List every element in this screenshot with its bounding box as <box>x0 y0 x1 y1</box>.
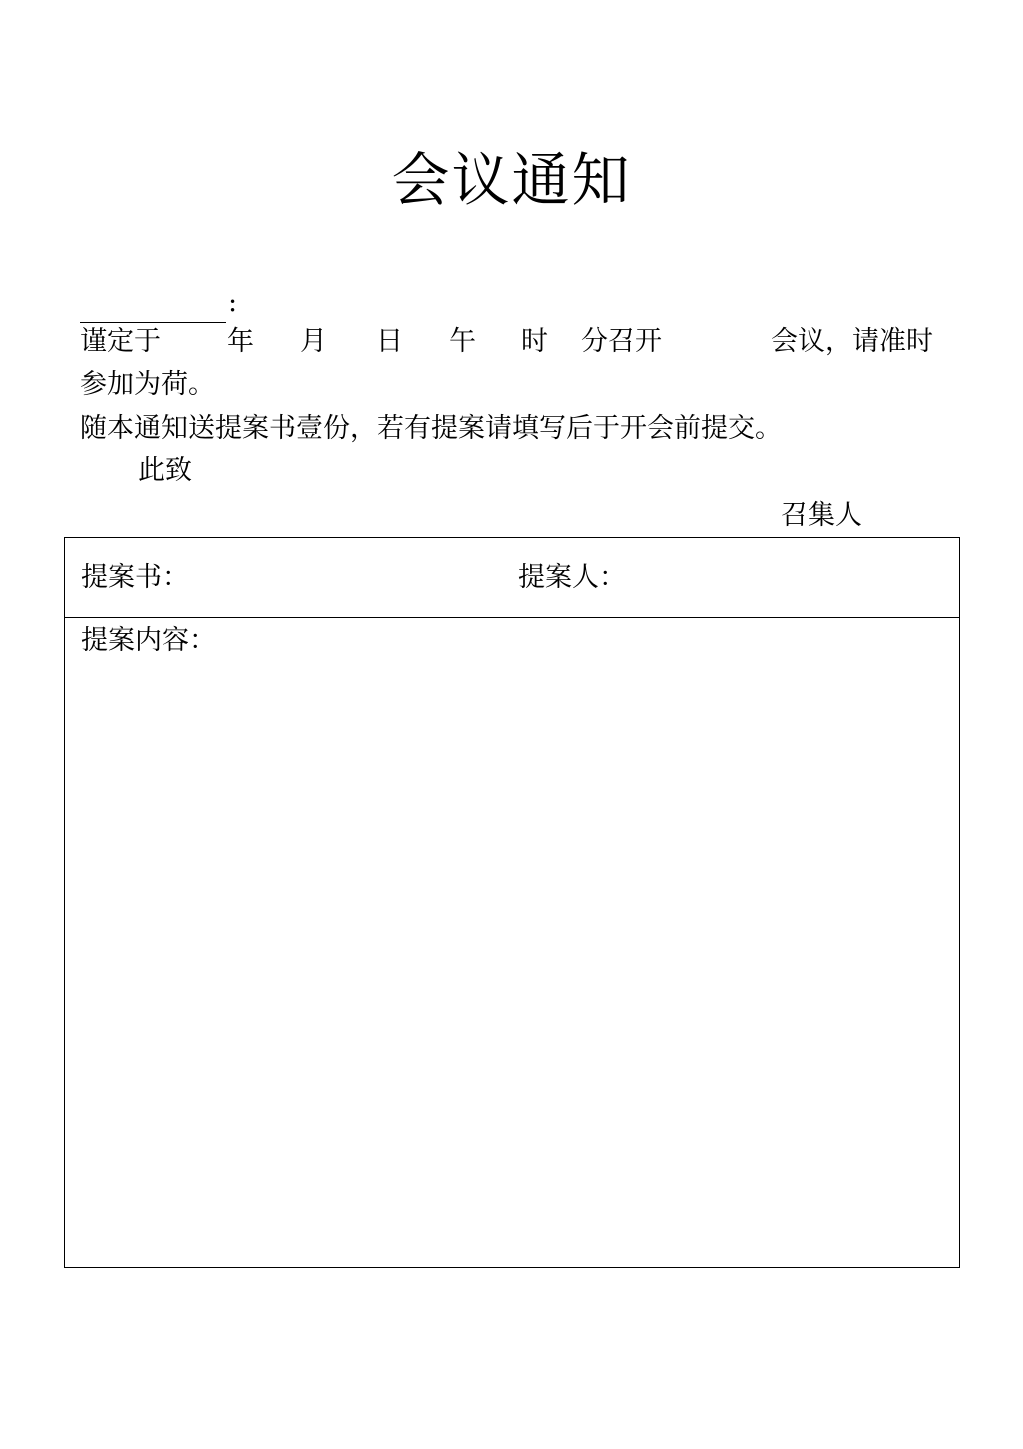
date-prefix: 谨定于 <box>80 326 161 357</box>
addressee-colon: : <box>228 287 238 318</box>
addressee-blank <box>80 292 226 323</box>
document-title: 会议通知 <box>391 146 632 214</box>
date-noon-label: 午 <box>449 326 476 357</box>
closing-salutation: 此致 <box>138 455 192 486</box>
proposal-content-label: 提案内容： <box>81 625 216 656</box>
date-minute-convene-label: 分召开 <box>581 326 662 357</box>
addressee-line <box>80 283 237 323</box>
proposal-instruction: 随本通知送提案书壹份，若有提案请填写后于开会前提交。 <box>80 413 782 444</box>
date-day-label: 日 <box>376 326 403 357</box>
date-year-label: 年 <box>227 326 254 357</box>
date-hour-label: 时 <box>521 326 548 357</box>
attendance-request: 参加为荷。 <box>80 369 215 400</box>
proposal-book-label: 提案书： <box>81 562 189 593</box>
date-month-label: 月 <box>300 326 327 357</box>
proposal-form-header-row <box>65 538 959 618</box>
proposal-form <box>64 537 960 1268</box>
proposer-label: 提案人： <box>518 562 626 593</box>
convener-signature: 召集人 <box>781 500 862 531</box>
meeting-please-label: 会议，请准时 <box>771 326 933 357</box>
